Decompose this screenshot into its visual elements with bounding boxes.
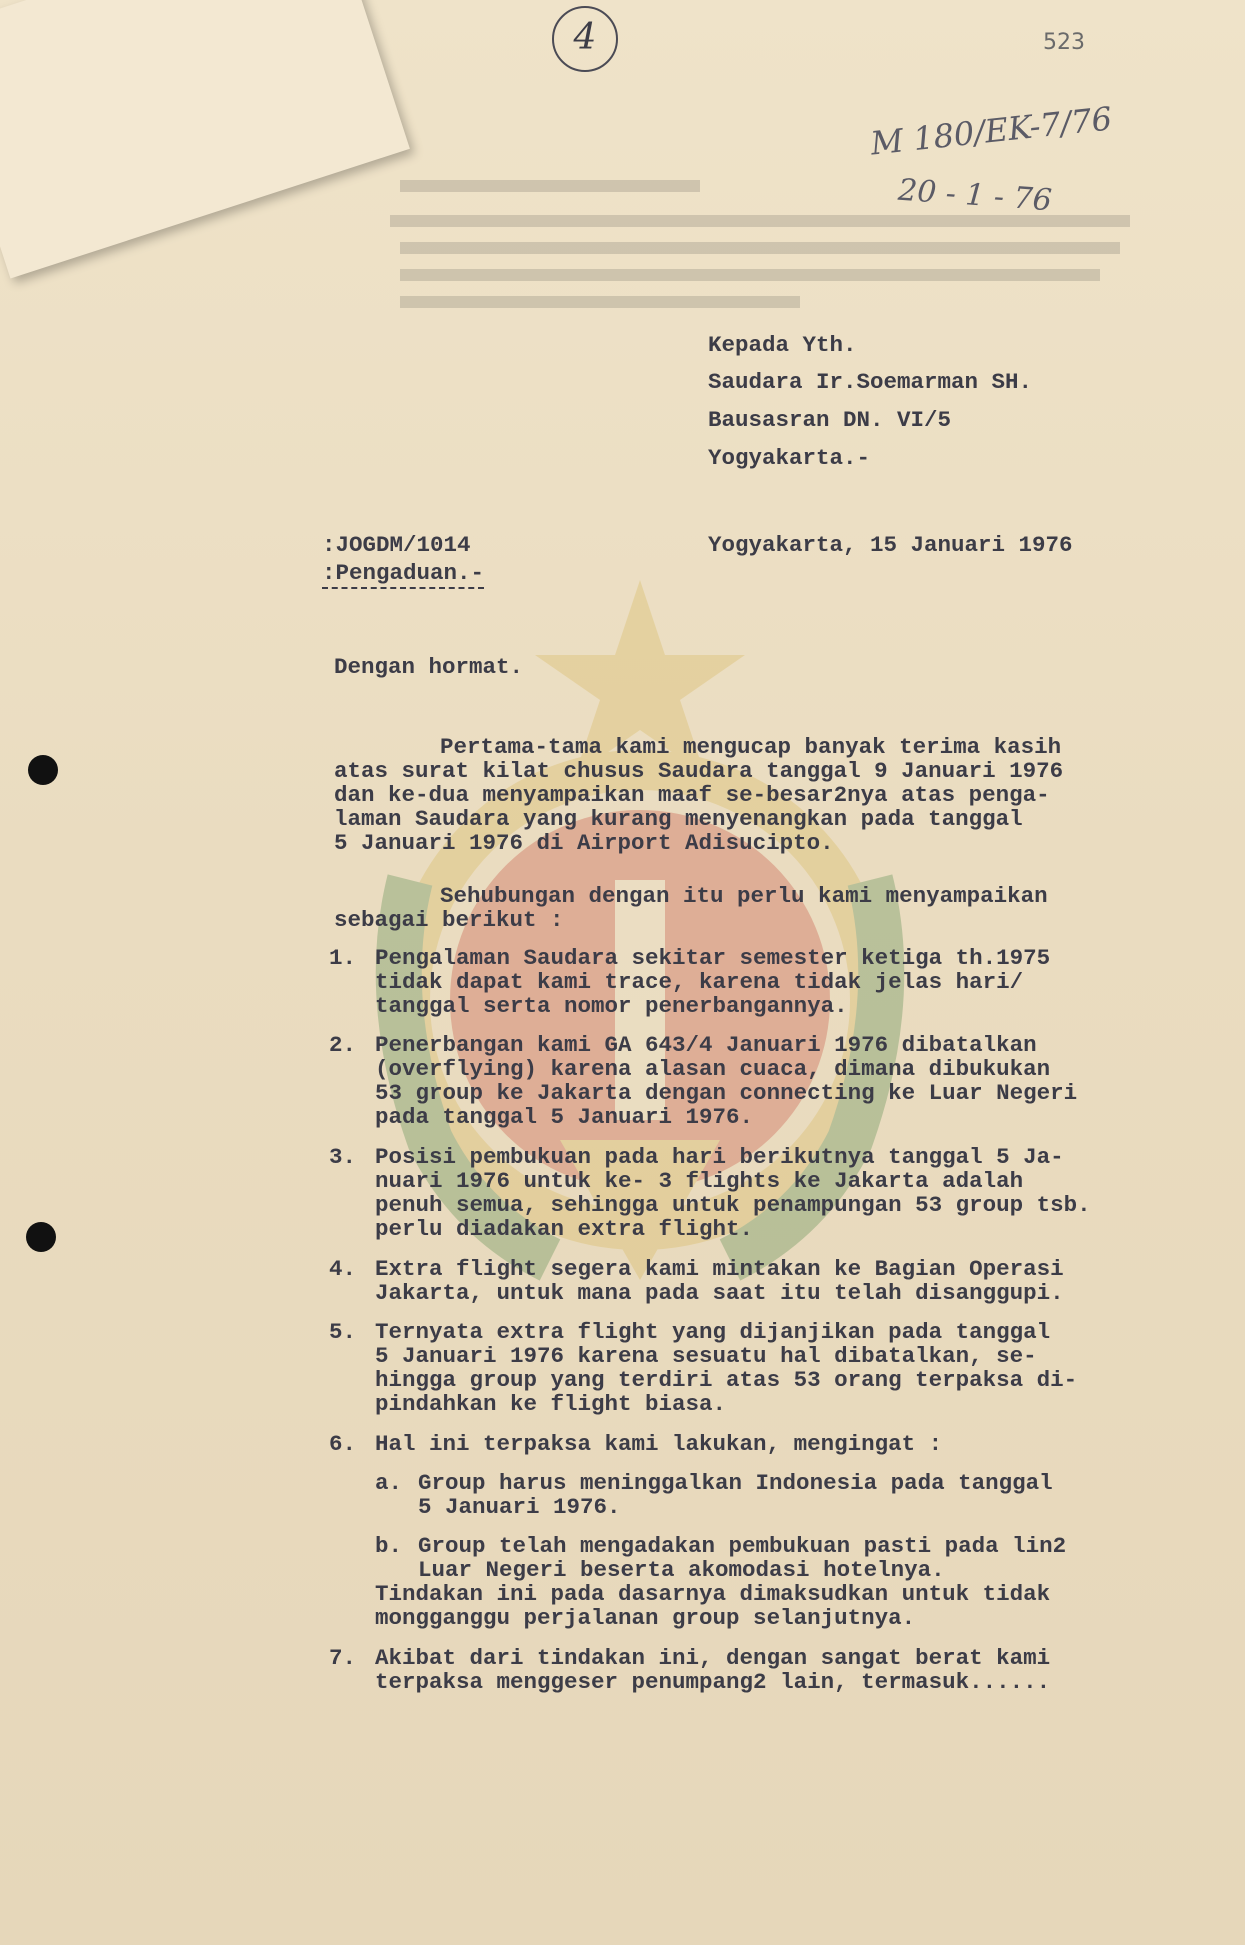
item-number: 5. xyxy=(329,1319,357,1345)
date-line: Yogyakarta, 15 Januari 1976 xyxy=(708,532,1073,558)
item-line: Penerbangan kami GA 643/4 Januari 1976 dibatalkan xyxy=(375,1032,1037,1058)
item-line: Posisi pembukuan pada hari berikutnya tanggal 5 Ja- xyxy=(375,1144,1064,1170)
item-line: (overflying) karena alasan cuaca, dimana dibukukan xyxy=(375,1056,1051,1082)
item-line: penuh semua, sehingga untuk penampungan 53 group tsb. xyxy=(375,1192,1091,1218)
item-line: Akibat dari tindakan ini, dengan sangat berat kami xyxy=(375,1645,1051,1671)
para1-line: atas surat kilat chusus Saudara tanggal 9 Januari 1976 xyxy=(334,758,1064,784)
item-line: tanggal serta nomor penerbangannya. xyxy=(375,993,848,1019)
punch-hole-bottom xyxy=(26,1222,56,1252)
subitem-label: a. xyxy=(375,1470,403,1496)
agenda-date: 20 - 1 - 76 xyxy=(896,172,1053,219)
recipient-city: Yogyakarta.- xyxy=(708,445,871,471)
item-number: 2. xyxy=(329,1032,357,1058)
item-line: tidak dapat kami trace, karena tidak jelas hari/ xyxy=(375,969,1024,995)
agenda-number: M 180/EK-7/76 xyxy=(868,99,1114,163)
para1-line: 5 Januari 1976 di Airport Adisucipto. xyxy=(334,830,834,856)
item-line: terpaksa menggeser penumpang2 lain, termasuk...... xyxy=(375,1669,1051,1695)
para1-line: laman Saudara yang kurang menyenangkan pada tanggal xyxy=(334,806,1023,832)
item-line: pada tanggal 5 Januari 1976. xyxy=(375,1104,754,1130)
item-number: 3. xyxy=(329,1144,357,1170)
punch-hole-top xyxy=(28,755,58,785)
item-number: 1. xyxy=(329,945,357,971)
para2-line: Sehubungan dengan itu perlu kami menyampaikan xyxy=(440,883,1048,909)
item-line: perlu diadakan extra flight. xyxy=(375,1216,754,1242)
subitem-line: Group telah mengadakan pembukuan pasti pada lin2 xyxy=(418,1533,1067,1559)
subitem-line: Luar Negeri beserta akomodasi hotelnya. xyxy=(418,1557,945,1583)
item-line: Hal ini terpaksa kami lakukan, mengingat : xyxy=(375,1431,943,1457)
para1-line: Pertama-tama kami mengucap banyak terima kasih xyxy=(440,734,1062,760)
recipient-to: Kepada Yth. xyxy=(708,332,857,358)
subitem-label: b. xyxy=(375,1533,403,1559)
item-line: pindahkan ke flight biasa. xyxy=(375,1391,727,1417)
item-number: 6. xyxy=(329,1431,357,1457)
item-line: hingga group yang terdiri atas 53 orang terpaksa di- xyxy=(375,1367,1078,1393)
action-note-line: Tindakan ini pada dasarnya dimaksudkan untuk tidak xyxy=(375,1581,1051,1607)
para1-line: dan ke-dua menyampaikan maaf se-besar2nya atas penga- xyxy=(334,782,1050,808)
reference-subject: :Pengaduan.- xyxy=(322,561,484,589)
item-line: Extra flight segera kami mintakan ke Bagian Operasi xyxy=(375,1256,1064,1282)
item-line: 53 group ke Jakarta dengan connecting ke Luar Negeri xyxy=(375,1080,1078,1106)
item-line: Jakarta, untuk mana pada saat itu telah disanggupi. xyxy=(375,1280,1064,1306)
item-line: nuari 1976 untuk ke- 3 flights ke Jakarta adalah xyxy=(375,1168,1024,1194)
item-line: Ternyata extra flight yang dijanjikan pada tanggal xyxy=(375,1319,1051,1345)
circled-number: 4 xyxy=(552,6,618,72)
action-note-line: mongganggu perjalanan group selanjutnya. xyxy=(375,1605,916,1631)
recipient-name: Saudara Ir.Soemarman SH. xyxy=(708,369,1033,395)
item-line: 5 Januari 1976 karena sesuatu hal dibatalkan, se- xyxy=(375,1343,1037,1369)
folded-corner xyxy=(0,0,410,279)
para2-line: sebagai berikut : xyxy=(334,907,564,933)
subitem-line: 5 Januari 1976. xyxy=(418,1494,621,1520)
item-line: Pengalaman Saudara sekitar semester ketiga th.1975 xyxy=(375,945,1051,971)
subitem-line: Group harus meninggalkan Indonesia pada tanggal xyxy=(418,1470,1053,1496)
greeting: Dengan hormat. xyxy=(334,654,524,680)
recipient-address: Bausasran DN. VI/5 xyxy=(708,407,952,433)
reference-number: :JOGDM/1014 xyxy=(322,532,471,558)
item-number: 7. xyxy=(329,1645,357,1671)
page-number: 523 xyxy=(1043,30,1085,55)
item-number: 4. xyxy=(329,1256,357,1282)
